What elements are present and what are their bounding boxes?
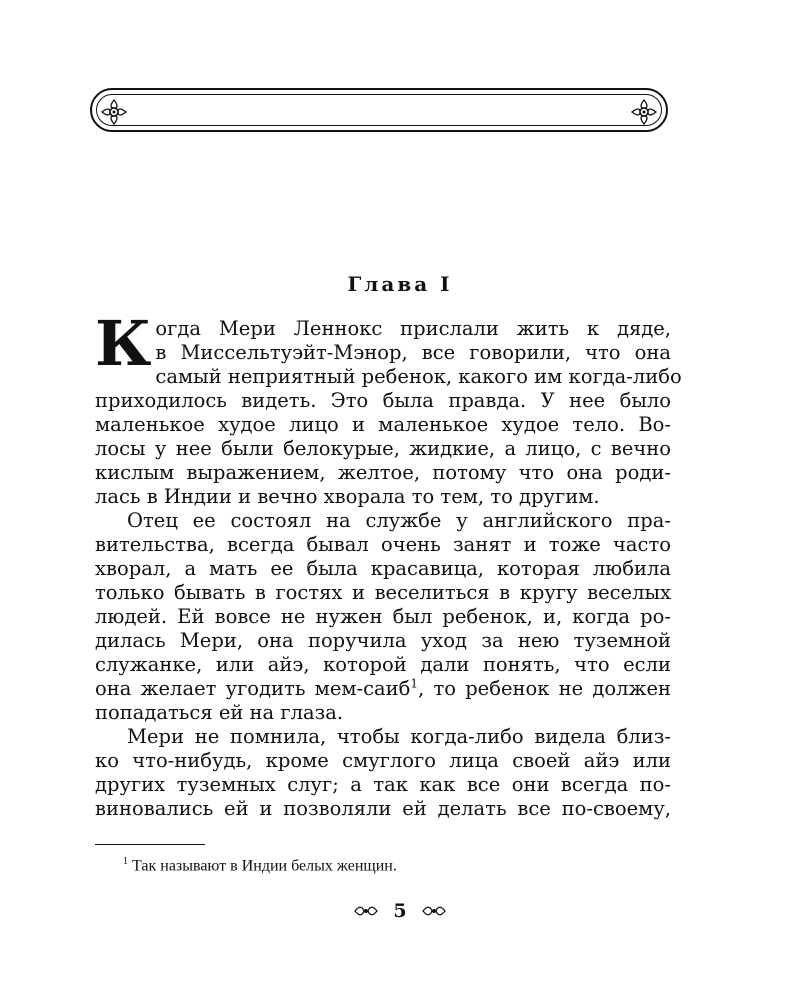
paragraph-1 xyxy=(95,307,682,509)
drop-cap: К xyxy=(95,307,152,380)
text-line: людей. Ей вовсе не нужен был ребенок, и, когда ро- xyxy=(95,605,671,628)
text-line: вительства, всегда бывал очень занят и тоже часто xyxy=(95,533,671,556)
text-line: в Миссельтуэйт-Мэнор, все говорили, что она xyxy=(155,341,671,364)
text-line: хворал, а мать ее была красавица, которая любила xyxy=(95,557,671,580)
floral-ornament-icon xyxy=(628,96,660,128)
text-segment: , то ребенок не должен xyxy=(418,677,671,700)
text-line: Отец ее состоял на службе у английского пра- xyxy=(127,509,671,532)
footnote-text: Так называют в Индии белых женщин. xyxy=(132,857,397,875)
paragraph-2 xyxy=(95,509,671,725)
page-footer xyxy=(0,900,800,922)
footnote xyxy=(123,856,397,875)
paragraph-3 xyxy=(95,725,671,821)
footnote-mark: 1 xyxy=(123,856,128,867)
text-line: Мери не помнила, чтобы когда-либо видела близ- xyxy=(127,725,671,748)
footnote-divider xyxy=(95,844,205,845)
text-line: дилась Мери, она поручила уход за нею туземной xyxy=(95,629,671,652)
text-line: лась в Индии и вечно хворала то тем, то другим. xyxy=(95,485,600,508)
text-line: виновались ей и позволяли ей делать все по-своему, xyxy=(95,797,671,820)
text-line-with-footnote-ref xyxy=(95,677,671,701)
floral-ornament-icon xyxy=(353,904,379,918)
text-line: служанке, или айэ, которой дали понять, что если xyxy=(95,653,671,676)
text-line: только бывать в гостях и веселиться в кругу веселых xyxy=(95,581,671,604)
body-text xyxy=(95,307,682,821)
text-line: других туземных слуг; а так как все они всегда по- xyxy=(95,773,671,796)
text-line: лосы у нее были белокурые, жидкие, а лицо, с вечно xyxy=(95,437,671,460)
floral-ornament-icon xyxy=(421,904,447,918)
text-line: приходилось видеть. Это была правда. У нее было xyxy=(95,389,671,412)
text-line: огда Мери Леннокс прислали жить к дяде, xyxy=(155,317,671,340)
text-segment: она желает угодить мем-саиб xyxy=(95,677,411,700)
page-number: 5 xyxy=(393,900,407,922)
chapter-title: Глава I xyxy=(347,272,453,296)
text-line: ко что-нибудь, кроме смуглого лица своей айэ или xyxy=(95,749,671,772)
text-line: маленькое худое лицо и маленькое худое тело. Во- xyxy=(95,413,671,436)
header-inner-border xyxy=(96,94,662,126)
text-line: самый неприятный ребенок, какого им когда-либо xyxy=(155,365,682,388)
text-line: кислым выражением, желтое, потому что она роди- xyxy=(95,461,671,484)
floral-ornament-icon xyxy=(98,96,130,128)
header-ornament-frame xyxy=(90,88,668,132)
footnote-ref[interactable]: 1 xyxy=(410,676,419,691)
text-line: попадаться ей на глаза. xyxy=(95,701,344,724)
